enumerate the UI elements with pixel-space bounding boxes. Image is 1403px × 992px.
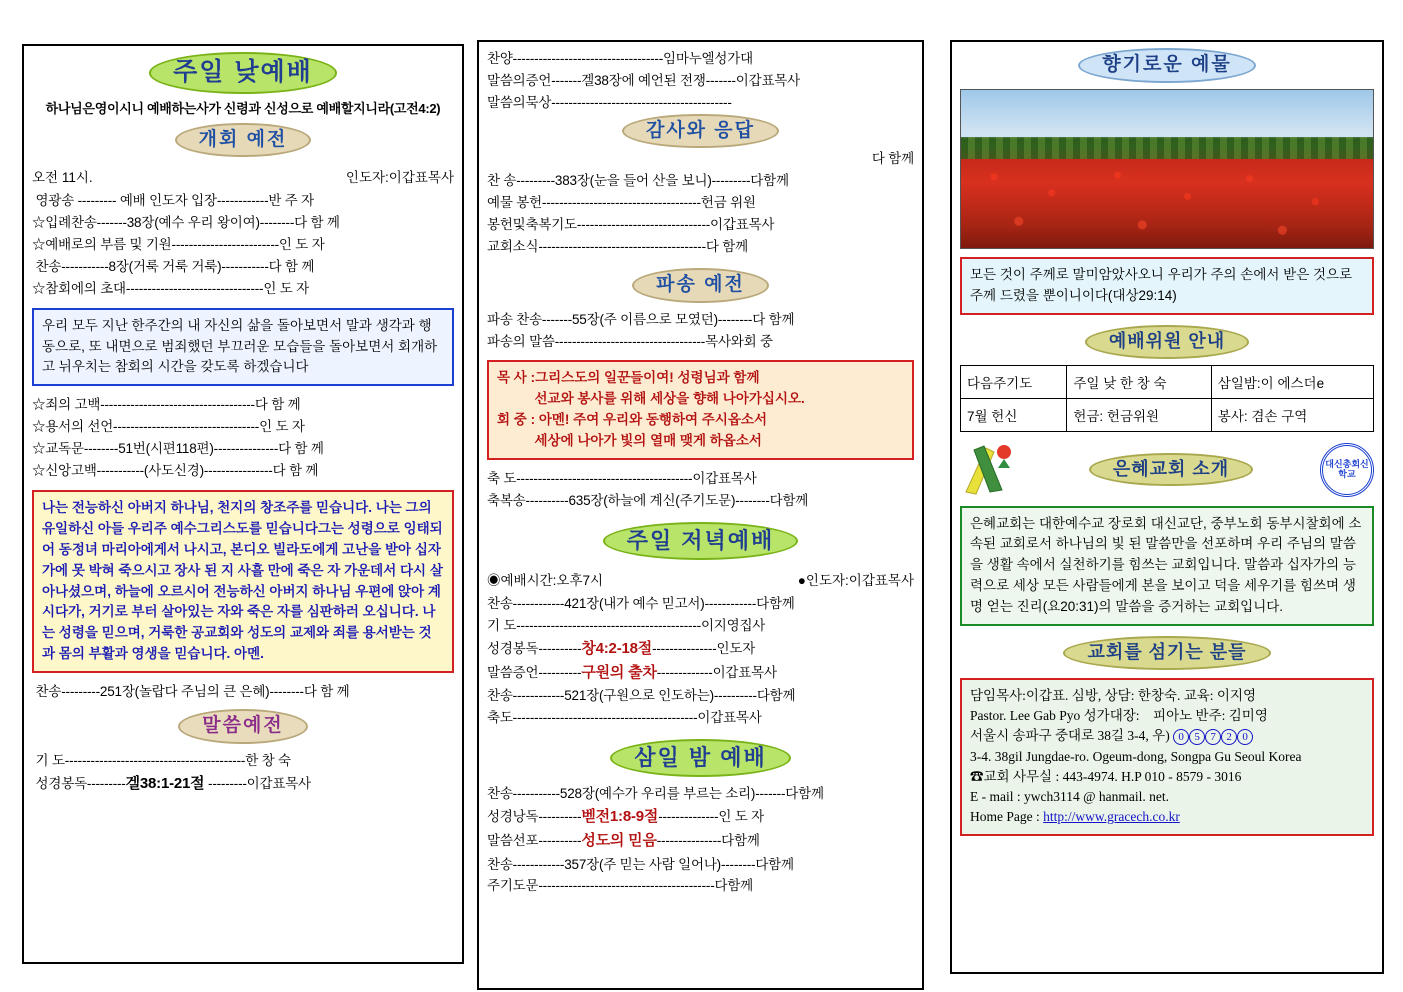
contact-line-phone: ☎교회 사무실 : 443-4974. H.P 010 - 8579 - 3016: [970, 768, 1242, 784]
order-line: 말씀의묵상------------------------------------------: [487, 94, 732, 110]
cross-icon: [960, 442, 1022, 498]
order-line: 찬송---------251장(놀랍다 주님의 큰 은혜)--------다 함 께: [32, 684, 350, 700]
table-row: [961, 398, 1374, 431]
evening-scripture-line: [487, 637, 914, 661]
order-line: 축 도-----------------------------------------이갑표목사: [487, 471, 757, 487]
order-line: ☆입례찬송-------38장(예수 우리 왕이여)--------다 함 께: [32, 215, 340, 231]
seal-label: 대신총회신학교: [1325, 459, 1369, 479]
contact-line-homepage: [970, 807, 1364, 827]
order-line: 찬송------------357장(주 믿는 사람 일어나)--------다함께: [487, 856, 794, 872]
sending-response-box: [487, 360, 914, 460]
duty-cell: 7월 헌신: [961, 398, 1067, 431]
evening-sermon-title: 구원의 출차: [581, 663, 657, 681]
wednesday-sermon-title: 성도의 믿음: [581, 832, 657, 850]
sending-response-line: 목 사 :그리스도의 일꾼들이여! 성령님과 함께: [497, 370, 760, 386]
service-time-row: [32, 167, 454, 190]
zip-digit: 2: [1221, 729, 1237, 745]
wednesday-sermon-suffix: ---------------다함께: [656, 833, 760, 849]
order-line: 축도-------------------------------------------이갑표목사: [487, 710, 762, 726]
order-line: 영광송 --------- 예배 인도자 입장------------반 주 자: [32, 193, 314, 209]
service-leader: 인도자:이갑표목사: [345, 170, 454, 186]
evening-scripture-prefix: 성경봉독----------: [487, 640, 582, 656]
order-line: ☆참회에의 초대--------------------------------인 도 자: [32, 280, 309, 296]
service-time: 오전 11시.: [32, 170, 93, 186]
duty-table: [960, 365, 1374, 432]
wednesday-sermon-line: [487, 829, 914, 853]
order-line: 말씀의증언-------겔38장에 예언된 전쟁-------이갑표목사: [487, 72, 800, 88]
sending-section-title: 파송 예전: [632, 268, 769, 303]
sending-section-wrap: [487, 268, 914, 303]
sunday-evening-service-title: 주일 저녁예배: [603, 522, 799, 560]
zip-digit: 5: [1189, 729, 1205, 745]
column-right: [950, 40, 1384, 974]
column-left: [22, 44, 464, 964]
word-section-wrap: [32, 709, 454, 744]
order-line: 찬양-----------------------------------임마누엘성가대: [487, 51, 753, 66]
scripture-reading-prefix: 성경봉독---------: [32, 775, 126, 791]
evening-info-row: [487, 570, 914, 593]
duty-cell: 다음주기도: [961, 365, 1067, 398]
servants-title-wrap: [960, 636, 1374, 670]
contact-line-address-en: 3-4. 38gil Jungdae-ro. Ogeum-dong, Songpa Gu Seoul Korea: [970, 748, 1302, 764]
duty-cell: 헌금: 헌금위원: [1067, 398, 1211, 431]
offering-title-wrap: [960, 48, 1374, 83]
order-line: 다 함께: [715, 151, 914, 167]
evening-scripture-suffix: ---------------인도자: [652, 640, 756, 656]
evening-sermon-suffix: -------------이갑표목사: [656, 664, 777, 680]
order-line: ☆예배로의 부름 및 기원-------------------------인 도 자: [32, 237, 325, 253]
scripture-reading-line: [32, 772, 454, 796]
church-servants-title: 교회를 섬기는 분들: [1063, 636, 1270, 670]
order-line: 찬송------------421장(내가 예수 믿고서)------------다함께: [487, 595, 795, 611]
order-line: 기 도------------------------------------------한 창 숙: [32, 752, 291, 768]
seminary-seal-icon: [1320, 443, 1374, 497]
homepage-link[interactable]: http://www.gracech.co.kr: [1043, 809, 1180, 825]
table-row: [961, 365, 1374, 398]
duty-cell: 삼일밤:이 에스더e: [1211, 365, 1373, 398]
sunday-day-service-title: 주일 낮예배: [149, 52, 337, 94]
order-line: 찬송-----------528장(예수가 우리를 부르는 소리)-------다함께: [487, 786, 824, 802]
order-line: 기 도-------------------------------------------이지영집사: [487, 617, 766, 633]
left-title-wrap: [32, 52, 454, 94]
order-line: 예물 봉헌-------------------------------------헌금 위원: [487, 195, 756, 211]
duty-section-title: 예배위원 안내: [1085, 325, 1249, 359]
sending-response-line: 선교와 봉사를 위해 세상을 향해 나아가십시오.: [497, 391, 805, 407]
order-line: 주기도문-----------------------------------------다함께: [487, 878, 754, 894]
sending-response-line: 회 중 : 아멘! 주여 우리와 동행하여 주시옵소서: [497, 412, 767, 428]
wednesday-sermon-prefix: 말씀선포----------: [487, 833, 582, 849]
zip-digit: 0: [1237, 729, 1253, 745]
contact-line-pastors: 담임목사:이갑표. 심방, 상담: 한창숙. 교육: 이지영: [970, 687, 1257, 703]
wednesday-scripture-prefix: 성경낭독----------: [487, 808, 582, 824]
offering-verse-box: 모든 것이 주께로 말미암았사오니 우리가 주의 손에서 받은 것으로 주께 드렸을 뿐이니이다(대상29:14): [960, 257, 1374, 315]
wednesday-scripture-line: [487, 805, 914, 829]
contact-line-pastor-en: [970, 706, 1364, 726]
order-line: 파송 찬송-------55장(주 이름으로 모였던)--------다 함께: [487, 311, 795, 327]
poppy-field-photo: [960, 89, 1374, 249]
thanks-section-title: 감사와 응답: [622, 114, 779, 149]
order-line: 축복송----------635장(하늘에 계신(주기도문)--------다함께: [487, 492, 809, 508]
duty-cell: 봉사: 겸손 구역: [1211, 398, 1373, 431]
word-section-title: 말씀예전: [178, 709, 307, 744]
thanks-section-wrap: [487, 114, 914, 149]
duty-title-wrap: [960, 325, 1374, 359]
confession-invitation-box: 우리 모두 지난 한주간의 내 자신의 삶을 돌아보면서 말과 생각과 행동으로, 또 내면으로 범죄했던 부끄러운 모습들을 돌아보면서 회개하고 뉘우치는 참회의 시간을 갖도록 하겠습니다: [32, 308, 454, 387]
zip-digit: 0: [1173, 729, 1189, 745]
evening-service-time: ◉예배시간:오후7시: [487, 572, 604, 588]
church-intro-title: 은혜교회 소개: [1089, 453, 1253, 487]
order-line: ☆신앙고백-----------(사도신경)----------------다 함 께: [32, 462, 319, 478]
evening-service-leader: ●인도자:이갑표목사: [797, 572, 914, 588]
contact-pastor-en-a: Pastor. Lee Gab Pyo 성가대장:: [970, 708, 1140, 724]
order-line: 교회소식---------------------------------------다 함께: [487, 238, 748, 254]
opening-section-wrap: [32, 123, 454, 158]
evening-sermon-line: [487, 661, 914, 685]
contact-line-email: E - mail : ywch3114 @ hanmail. net.: [970, 789, 1170, 805]
scripture-reading-suffix: ---------이갑표목사: [204, 775, 311, 791]
wednesday-section-wrap: [487, 739, 914, 777]
contact-line-address-kr: [970, 726, 1364, 746]
wednesday-scripture-suffix: --------------인 도 자: [658, 808, 764, 824]
offering-section-title: 향기로운 예물: [1078, 48, 1255, 83]
contact-address-kr: 서울시 송파구 중대로 38길 3-4, 우): [970, 728, 1170, 744]
order-line: 봉헌및축복기도-------------------------------이갑표목사: [487, 217, 775, 233]
evening-scripture-reference: 창4:2-18절: [581, 639, 653, 657]
column-middle: [477, 40, 924, 990]
order-line: ☆용서의 선언----------------------------------인 도 자: [32, 419, 305, 435]
order-line: ☆교독문--------51번(시편118편)---------------다 함 께: [32, 441, 324, 457]
order-line: 찬송------------521장(구원으로 인도하는)----------다함께: [487, 688, 796, 704]
evening-section-wrap: [487, 522, 914, 560]
opening-section-title: 개회 예전: [175, 123, 312, 158]
order-line: 찬송-----------8장(거룩 거룩 거룩)-----------다 함 께: [32, 258, 315, 274]
evening-sermon-prefix: 말씀증언----------: [487, 664, 582, 680]
order-line: 파송의 말씀-----------------------------------목사와회 중: [487, 333, 773, 349]
homepage-label: Home Page :: [970, 809, 1044, 825]
left-scripture-subtitle: 하나님은영이시니 예배하는사가 신령과 신성으로 예배할지니라(고전4:2): [45, 100, 441, 116]
church-intro-box: 은혜교회는 대한예수교 장로회 대신교단, 중부노회 동부시찰회에 소속된 교회로서 하나님의 빛 된 말씀만을 선포하며 우리 주님의 말씀을 생활 속에서 실천하기를 힘쓰는 교회입니다. 말씀과 십자가의 능력으로 세상 모든 사람들에게 본을 보이고 덕을 세우기를 힘쓰며 생명 얻는 진리(요20:31)의 말씀을 증거하는 교회입니다.: [960, 506, 1374, 627]
sending-response-line: 세상에 나아가 빛의 열매 맺게 하옵소서: [497, 433, 762, 449]
intro-header-row: [960, 442, 1374, 498]
contact-pianist: 피아노 반주: 김미영: [1153, 708, 1268, 724]
wednesday-scripture-reference: 벧전1:8-9절: [581, 807, 659, 825]
duty-cell: 주일 낮 한 창 숙: [1067, 365, 1211, 398]
apostles-creed-box: 나는 전능하신 아버지 하나님, 천지의 창조주를 믿습니다. 나는 그의 유일하신 아들 우리주 예수그리스도를 믿습니다그는 성령으로 잉태되어 동정녀 마리아에게서 나시고, 본디오 빌라도에게 고난을 받아 십자가에 못 박혀 죽으시고 장사 된 지 사흘 만에 죽은 자 가운데서 다시 살아나셨으며, 하늘에 오르시어 전능하신 아버지 하나님 우편에 앉아 계시다가, 거기로 부터 살아있는 자와 죽은 자를 심판하러 오십니다. 나는 성령을 믿으며, 거룩한 공교회와 성도의 교제와 죄를 용서받는 것과 몸의 부활과 영생을 믿습니다. 아멘.: [32, 490, 454, 673]
scripture-reading-reference: 겔38:1-21절: [125, 774, 205, 792]
order-line: 찬 송---------383장(눈을 들어 산을 보니)---------다함께: [487, 173, 789, 189]
wednesday-service-title: 삼일 밤 예배: [610, 739, 791, 777]
church-contact-box: [960, 678, 1374, 836]
order-line: ☆죄의 고백------------------------------------다 함 께: [32, 397, 301, 413]
zip-digit: 7: [1205, 729, 1221, 745]
